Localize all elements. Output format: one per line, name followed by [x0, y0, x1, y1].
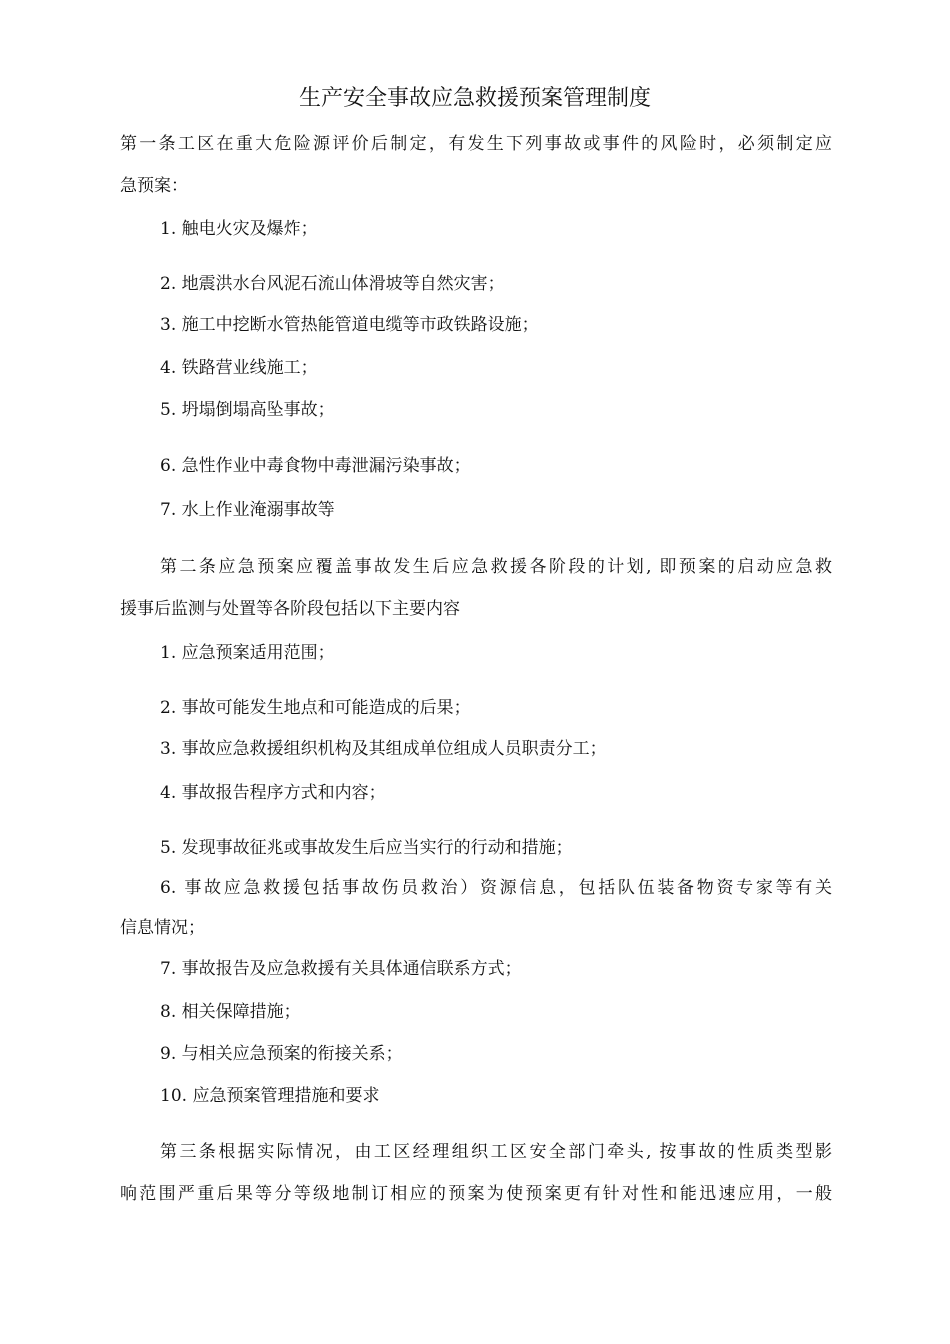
list-item: 3. 事故应急救援组织机构及其组成单位组成人员职责分工；: [160, 739, 607, 759]
list-item: 10. 应急预案管理措施和要求: [160, 1086, 380, 1106]
list-item: 5. 坍塌倒塌高坠事故；: [160, 400, 335, 420]
article-3-line-1: 第三条根据实际情况，由工区经理组织工区安全部门牵头, 按事故的性质类型影: [160, 1142, 832, 1162]
list-item: 5. 发现事故征兆或事故发生后应当实行的行动和措施；: [160, 838, 573, 858]
list-item: 8. 相关保障措施；: [160, 1002, 301, 1022]
list-item: 6. 急性作业中毒食物中毒泄漏污染事故；: [160, 456, 471, 476]
list-item: 4. 事故报告程序方式和内容；: [160, 783, 386, 803]
list-item: 9. 与相关应急预案的衔接关系；: [160, 1044, 403, 1064]
article-1-line-2: 急预案：: [120, 176, 188, 196]
list-item: 7. 水上作业淹溺事故等: [160, 500, 335, 520]
list-item: 2. 事故可能发生地点和可能造成的后果；: [160, 698, 471, 718]
article-2-line-2: 援事后监测与处置等各阶段包括以下主要内容: [120, 599, 460, 619]
list-item: 1. 触电火灾及爆炸；: [160, 219, 318, 239]
article-2-line-1: 第二条应急预案应覆盖事故发生后应急救援各阶段的计划, 即预案的启动应急救: [160, 557, 832, 577]
list-item: 7. 事故报告及应急救援有关具体通信联系方式；: [160, 959, 522, 979]
document-title: 生产安全事故应急救援预案管理制度: [298, 86, 651, 111]
article-3-line-2: 响范围严重后果等分等级地制订相应的预案为使预案更有针对性和能迅速应用，一般: [120, 1184, 832, 1204]
list-item: 2. 地震洪水台风泥石流山体滑坡等自然灾害；: [160, 274, 505, 294]
list-item-continuation: 信息情况；: [120, 918, 205, 938]
list-item: 4. 铁路营业线施工；: [160, 358, 318, 378]
list-item: 3. 施工中挖断水管热能管道电缆等市政铁路设施；: [160, 315, 539, 335]
list-item: 1. 应急预案适用范围；: [160, 643, 335, 663]
list-item: 6. 事故应急救援包括事故伤员救治）资源信息，包括队伍装备物资专家等有关: [160, 878, 832, 898]
article-1-line-1: 第一条工区在重大危险源评价后制定，有发生下列事故或事件的风险时，必须制定应: [120, 134, 832, 154]
